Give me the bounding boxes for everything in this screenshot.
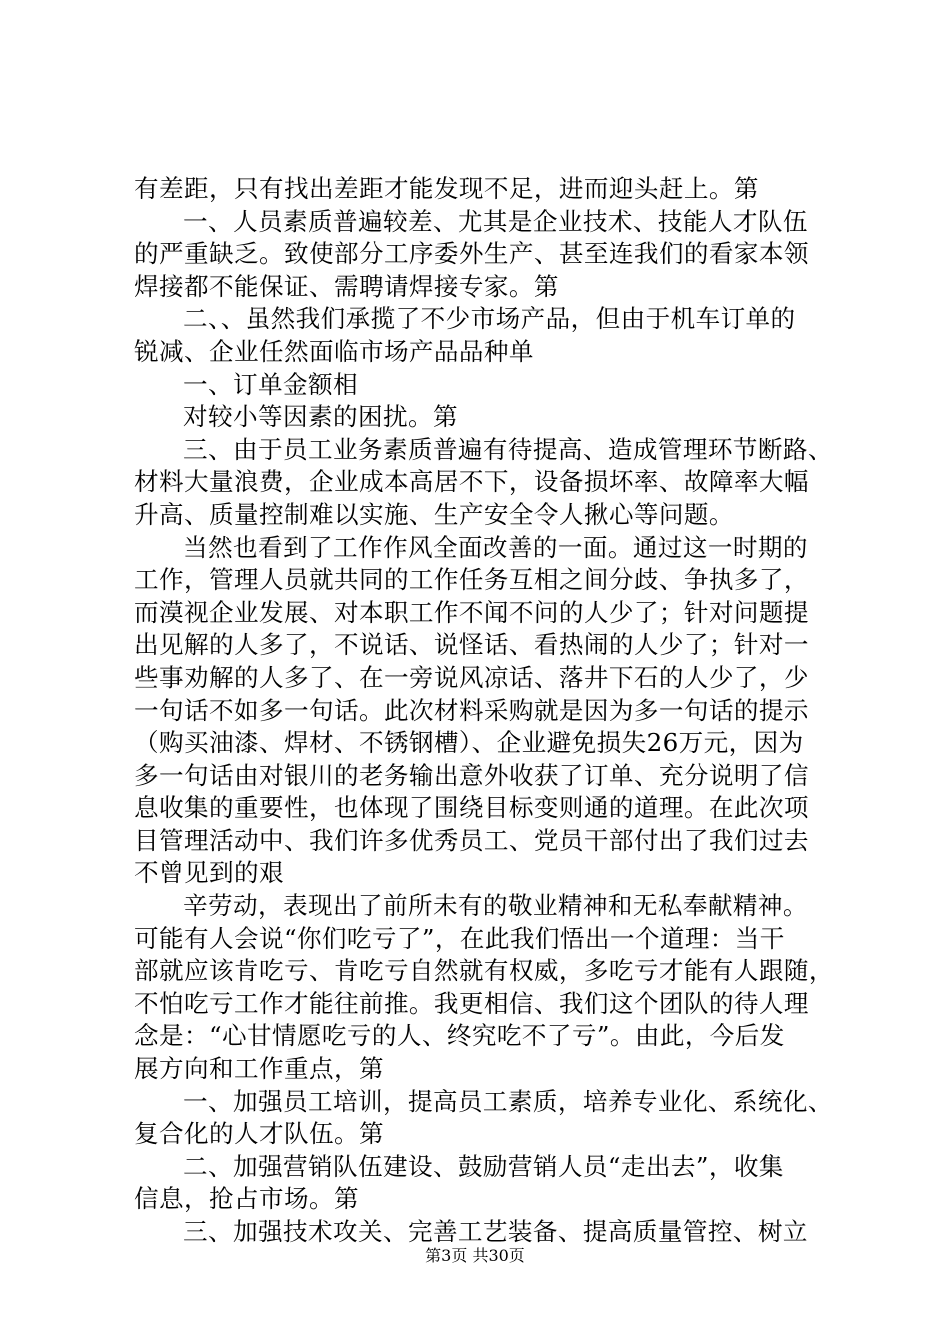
text-line: 出见解的人多了，不说话、说怪话、看热闹的人少了；针对一 [134,630,809,660]
text-line: （购买油漆、焊材、不锈钢槽）、企业避免损失26万元，因为 [134,728,804,758]
text-line: 焊接都不能保证、需聘请焊接专家。第 [134,271,559,301]
text-line: 不曾见到的艰 [134,858,284,888]
text-line: 息收集的重要性，也体现了围绕目标变则通的道理。在此次项 [134,793,809,823]
text-line: 一句话不如多一句话。此次材料采购就是因为多一句话的提示 [134,695,809,725]
text-line: 目管理活动中、我们许多优秀员工、党员干部付出了我们过去 [134,825,809,855]
text-line: 工作，管理人员就共同的工作任务互相之间分歧、争执多了， [134,565,809,595]
text-line: 而漠视企业发展、对本职工作不闻不问的人少了；针对问题提 [134,597,809,627]
text-line: 的严重缺乏。致使部分工序委外生产、甚至连我们的看家本领 [134,239,809,269]
text-line: 不怕吃亏工作才能往前推。我更相信、我们这个团队的待人理 [134,988,809,1018]
text-line: 一、订单金额相 [183,369,358,399]
text-line: 三、加强技术攻关、完善工艺装备、提高质量管控、树立 [183,1217,808,1246]
text-line: 辛劳动，表现出了前所未有的敬业精神和无私奉献精神。 [183,891,808,921]
text-line: 多一句话由对银川的老务输出意外收获了订单、充分说明了信 [134,760,809,790]
text-line: 升高、质量控制难以实施、生产安全令人揪心等问题。 [134,499,734,529]
text-line: 些事劝解的人多了、在一旁说风凉话、落井下石的人少了，少 [134,662,809,692]
text-line: 二、、虽然我们承揽了不少市场产品，但由于机车订单的 [183,304,796,334]
text-line: 部就应该肯吃亏、肯吃亏自然就有权威，多吃亏才能有人跟随， [134,956,834,986]
text-line: 念是：“心甘情愿吃亏的人、终究吃不了亏”。由此，今后发 [134,1021,785,1051]
text-line: 复合化的人才队伍。第 [134,1119,384,1149]
body-text [134,173,834,1249]
text-line: 展方向和工作重点，第 [134,1054,384,1084]
text-line: 材料大量浪费，企业成本高居不下，设备损坏率、故障率大幅 [134,467,809,497]
text-line: 有差距，只有找出差距才能发现不足，进而迎头赶上。第 [134,174,759,203]
text-line: 三、由于员工业务素质普遍有待提高、造成管理环节断路、 [183,434,833,464]
text-line: 二、加强营销队伍建设、鼓励营销人员“走出去”，收集 [183,1151,784,1181]
text-line: 一、加强员工培训，提高员工素质，培养专业化、系统化、 [183,1086,833,1116]
text-line: 对较小等因素的困扰。第 [183,402,458,432]
text-line: 信息，抢占市场。第 [134,1184,359,1214]
page-footer: 第3页 共30页 [425,1246,525,1265]
text-line: 当然也看到了工作作风全面改善的一面。通过这一时期的 [183,532,808,562]
text-line: 一、人员素质普遍较差、尤其是企业技术、技能人才队伍 [183,206,808,236]
text-line: 可能有人会说“你们吃亏了”，在此我们悟出一个道理：当干 [134,923,785,953]
text-line: 锐减、企业任然面临市场产品品种单 [134,336,534,366]
